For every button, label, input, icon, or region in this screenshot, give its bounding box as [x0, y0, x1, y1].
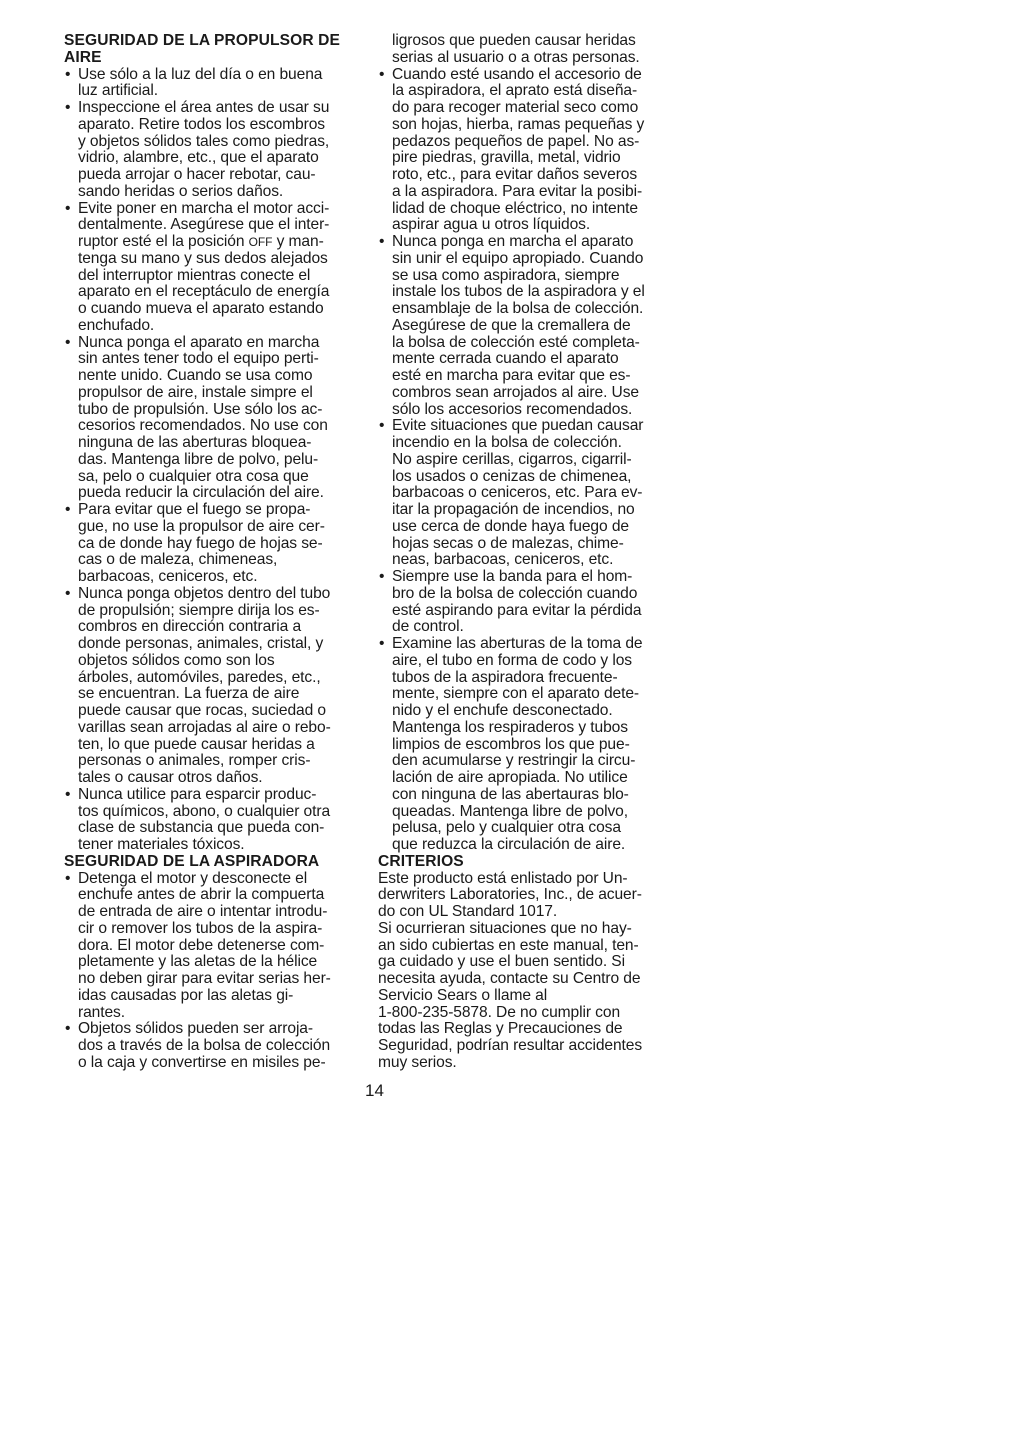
- text-line: dora. El motor debe detenerse com-: [78, 936, 325, 954]
- text-line: rantes.: [78, 1003, 125, 1021]
- text-line: propulsor de aire, instale simpre el: [78, 383, 313, 401]
- text-line: necesita ayuda, contacte su Centro de: [378, 970, 641, 987]
- text-line: ten, lo que puede causar heridas a: [78, 735, 315, 753]
- text-line: • Detenga el motor y desconecte el: [78, 869, 308, 887]
- vacuum-safety-list-continued: [378, 67, 678, 854]
- text-line: barbacoas o ceniceros, etc. Para ev-: [392, 484, 643, 502]
- bullet-item-daylight: [64, 67, 364, 101]
- text-line: ligrosos que pueden causar heridas: [392, 32, 636, 49]
- text-line: aparato en el receptáculo de energía: [78, 283, 330, 301]
- text-line: Asegúrese de que la cremallera de: [392, 316, 631, 334]
- text-fragment: y man-: [272, 233, 324, 250]
- text-line: serias al usuario o a otras personas.: [392, 48, 640, 66]
- text-line: del interruptor mientras conecte el: [78, 266, 311, 284]
- text-line: instale los tubos de la aspiradora y el: [392, 283, 645, 301]
- text-line: neas, barbacoas, ceniceros, etc.: [392, 551, 614, 569]
- text-line: tubos de la aspiradora frecuente-: [392, 668, 618, 686]
- text-line: objetos sólidos como son los: [78, 651, 275, 669]
- text-line: [78, 234, 364, 251]
- text-line: • Inspeccione el área antes de usar su: [78, 99, 330, 116]
- text-line: nente unido. Cuando se usa como: [78, 367, 313, 384]
- text-line: • Cuando esté usando el accesorio de: [392, 65, 642, 83]
- text-line: pedazos pequeños de papel. No as-: [392, 132, 640, 150]
- text-line: la bolsa de colección esté completa-: [392, 333, 640, 351]
- bullet-item-inspect-area: [64, 100, 364, 201]
- text-line: queadas. Mantenga libre de polvo,: [392, 802, 628, 820]
- text-line: CRITERIOS: [378, 852, 464, 870]
- text-line: tener materiales tóxicos.: [78, 836, 245, 853]
- text-line: • Para evitar que el fuego se propa-: [78, 501, 311, 518]
- text-line: • Nunca ponga en marcha el aparato: [392, 233, 634, 250]
- text-line: dos a través de la bolsa de colección: [78, 1037, 331, 1054]
- text-line: pelusa, pelo y cualquier otra cosa: [392, 819, 621, 837]
- bullet-item-accidental-start: [64, 201, 364, 335]
- bullet-item-solid-objects: [64, 1021, 364, 1071]
- text-line: den acumularse y restringir la circu-: [392, 752, 636, 770]
- text-line: SEGURIDAD DE LA ASPIRADORA: [64, 852, 320, 870]
- bullet-item-vacuum-accessory: [378, 67, 678, 235]
- text-line: muy serios.: [378, 1053, 457, 1071]
- text-line: sin unir el equipo apropiado. Cuando: [392, 249, 644, 267]
- bullet-item-tube-objects: [64, 586, 364, 787]
- text-line: que reduzca la circulación de aire.: [392, 836, 626, 853]
- text-line: sa, pelo o cualquier otra cosa que: [78, 467, 309, 485]
- text-line: con ninguna de las abertauras blo-: [392, 785, 629, 803]
- text-line: • Evite poner en marcha el motor acci-: [78, 199, 330, 217]
- text-line: aspirar agua u otros líquidos.: [392, 216, 591, 234]
- text-line: barbacoas, ceniceros, etc.: [78, 568, 258, 585]
- bullet-item-chemicals: [64, 787, 364, 854]
- text-line: ninguna de las aberturas bloquea-: [78, 434, 312, 451]
- text-line: Este producto está enlistado por Un-: [378, 869, 628, 887]
- text-line: • Nunca ponga el aparato en marcha: [78, 333, 320, 351]
- text-line: Mantenga los respiraderos y tubos: [392, 718, 628, 736]
- text-line: roto, etc., para evitar daños severos: [392, 166, 638, 183]
- text-line: hojas secas o de malezas, chime-: [392, 534, 624, 552]
- text-line: pletamente y las aletas de la hélice: [78, 953, 318, 971]
- text-line: ensamblaje de la bolsa de colección.: [392, 300, 644, 317]
- page-number: 14: [365, 1081, 384, 1100]
- text-line: a la aspiradora. Para evitar la posibi-: [392, 182, 643, 200]
- text-line: do para recoger material seco como: [392, 99, 639, 116]
- text-line: mente cerrada cuando el aparato: [392, 350, 619, 368]
- text-line: clase de substancia que pueda con-: [78, 819, 325, 837]
- continued-text: [378, 33, 678, 67]
- text-line: se encuentran. La fuerza de aire: [78, 685, 300, 703]
- text-line: • Objetos sólidos pueden ser arroja-: [78, 1020, 313, 1038]
- blower-safety-section: [64, 33, 364, 854]
- text-line: • Nunca ponga objetos dentro del tubo: [78, 584, 331, 602]
- blower-safety-heading: [64, 33, 364, 67]
- text-line: 1-800-235-5878. De no cumplir con: [378, 1003, 621, 1021]
- text-line: aire, el tubo en forma de codo y los: [392, 651, 632, 669]
- text-line: idas causadas por las aletas gi-: [78, 986, 294, 1004]
- bullet-item-examine-openings: [378, 636, 678, 854]
- text-line: árboles, automóviles, paredes, etc.,: [78, 668, 321, 686]
- text-line: lación de aire apropiada. No utilice: [392, 769, 628, 786]
- text-line: bro de la bolsa de colección cuando: [392, 584, 638, 602]
- text-line: luz artificial.: [78, 82, 158, 100]
- text-line: enchufe antes de abrir la compuerta: [78, 886, 325, 904]
- text-line: No aspire cerillas, cigarros, cigarril-: [392, 450, 632, 468]
- off-label: OFF: [248, 235, 273, 249]
- text-line: esté en marcha para evitar que es-: [392, 367, 631, 384]
- text-line: tos químicos, abono, o cualquier otra: [78, 802, 331, 820]
- text-line: vidrio, alambre, etc., que el aparato: [78, 149, 319, 167]
- text-line: o cuando mueva el aparato estando: [78, 300, 324, 317]
- text-line: derwriters Laboratories, Inc., de acuer-: [378, 886, 642, 904]
- text-line: pire piedras, gravilla, metal, vidrio: [392, 149, 621, 167]
- text-line: donde personas, animales, cristal, y: [78, 635, 324, 652]
- text-line: combros sean arrojados al aire. Use: [392, 383, 639, 401]
- text-line: pueda arrojar o hacer rebotar, cau-: [78, 166, 316, 183]
- text-line: • Examine las aberturas de la toma de: [392, 635, 643, 652]
- text-line: • Nunca utilice para esparcir produc-: [78, 785, 317, 803]
- text-line: mente, siempre con el aparato dete-: [392, 685, 640, 703]
- text-line: Seguridad, podrían resultar accidentes: [378, 1037, 643, 1054]
- text-line: limpios de escombros los que pue-: [392, 735, 630, 753]
- text-line: tubo de propulsión. Use sólo los ac-: [78, 400, 323, 418]
- text-line: Si ocurrieran situaciones que no hay-: [378, 919, 632, 937]
- text-line: ca de donde hay fuego de hojas se-: [78, 534, 323, 552]
- text-line: cir o remover los tubos de la aspira-: [78, 919, 323, 937]
- bullet-item-stop-motor: [64, 871, 364, 1022]
- text-line: use cerca de donde haya fuego de: [392, 517, 629, 535]
- text-line: pueda reducir la circulación del aire.: [78, 484, 324, 502]
- text-line: SEGURIDAD DE LA PROPULSOR DE: [64, 32, 341, 49]
- criteria-paragraph-ul: [378, 871, 678, 921]
- text-line: nido y el enchufe desconectado.: [392, 702, 613, 719]
- text-line: • Evite situaciones que puedan causar: [392, 417, 644, 435]
- text-line: sando heridas o serios daños.: [78, 182, 284, 200]
- left-column: [64, 33, 364, 1072]
- text-line: AIRE: [64, 48, 102, 66]
- bullet-item-equipment: [64, 335, 364, 503]
- text-line: todas las Reglas y Precauciones de: [378, 1020, 623, 1038]
- text-line: sólo los accesorios recomendados.: [392, 400, 633, 418]
- text-line: Servicio Sears o llame al: [378, 986, 548, 1004]
- vacuum-safety-heading: [64, 854, 364, 871]
- text-line: y objetos sólidos tales como piedras,: [78, 132, 330, 150]
- right-column: [378, 33, 678, 1072]
- text-line: de control.: [392, 618, 464, 636]
- bullet-item-proper-equipment: [378, 234, 678, 418]
- text-line: ga cuidado y use el buen sentido. Si: [378, 953, 625, 971]
- text-line: tenga su mano y sus dedos alejados: [78, 249, 328, 267]
- text-line: cas o de maleza, chimeneas,: [78, 551, 278, 569]
- text-line: personas o animales, romper cris-: [78, 752, 311, 770]
- text-line: de entrada de aire o intentar introdu-: [78, 903, 328, 920]
- text-line: gue, no use la propulsor de aire cer-: [78, 517, 325, 535]
- text-line: tales o causar otros daños.: [78, 769, 263, 786]
- text-line: los usados o cenizas de chimenea,: [392, 467, 632, 485]
- text-line: incendio en la bolsa de colección.: [392, 434, 622, 451]
- text-line: no deben girar para evitar serias her-: [78, 970, 331, 987]
- text-line: do con UL Standard 1017.: [378, 903, 558, 920]
- criteria-paragraph-help: [378, 921, 678, 1072]
- text-line: an sido cubiertas en este manual, ten-: [378, 936, 639, 954]
- text-line: o la caja y convertirse en misiles pe-: [78, 1053, 326, 1071]
- bullet-item-fire-bag: [378, 418, 678, 569]
- vacuum-safety-section: [64, 854, 364, 1072]
- text-line: das. Mantenga libre de polvo, pelu-: [78, 450, 319, 468]
- text-line: cesorios recomendados. No use con: [78, 417, 328, 435]
- text-line: enchufado.: [78, 316, 155, 334]
- text-line: esté aspirando para evitar la pérdida: [392, 601, 642, 619]
- text-line: lidad de choque eléctrico, no intente: [392, 199, 638, 217]
- text-line: dentalmente. Asegúrese que el inter-: [78, 216, 330, 234]
- text-line: son hojas, hierba, ramas pequeñas y: [392, 115, 645, 133]
- bullet-item-fire: [64, 502, 364, 586]
- criteria-section: [378, 854, 678, 1072]
- text-line: itar la propagación de incendios, no: [392, 501, 635, 518]
- blower-safety-list: [64, 67, 364, 854]
- text-line: varillas sean arrojadas al aire o rebo-: [78, 718, 331, 736]
- text-fragment: ruptor esté el la posición: [78, 233, 249, 250]
- text-line: combros en dirección contraria a: [78, 618, 302, 636]
- text-line: se usa como aspiradora, siempre: [392, 266, 620, 284]
- bullet-item-shoulder-strap: [378, 569, 678, 636]
- text-line: • Siempre use la banda para el hom-: [392, 568, 633, 585]
- text-line: sin antes tener todo el equipo perti-: [78, 350, 319, 368]
- text-line: la aspiradora, el aprato está diseña-: [392, 82, 638, 100]
- criteria-heading: [378, 854, 678, 871]
- text-line: aparato. Retire todos los escombros: [78, 115, 325, 133]
- vacuum-safety-list: [64, 871, 364, 1072]
- text-line: puede causar que rocas, suciedad o: [78, 702, 327, 719]
- text-line: • Use sólo a la luz del día o en buena: [78, 65, 323, 83]
- text-line: de propulsión; siempre dirija los es-: [78, 601, 320, 619]
